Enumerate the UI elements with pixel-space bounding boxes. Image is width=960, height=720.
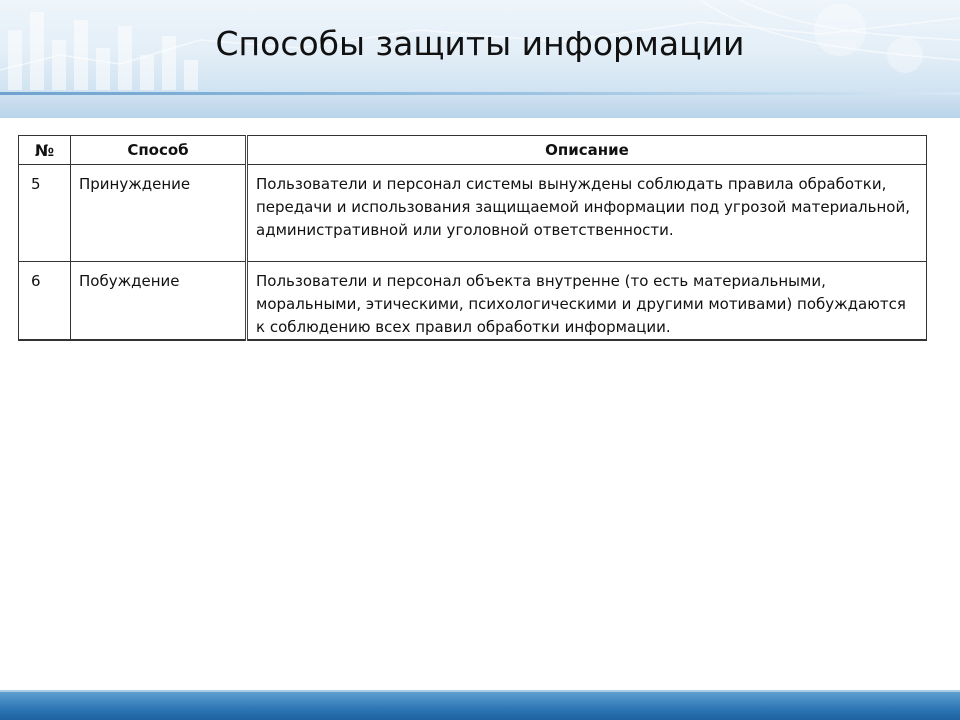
column-header-number: № [19, 136, 71, 165]
column-header-description: Описание [247, 136, 927, 165]
header-divider [0, 92, 960, 95]
row-method: Принуждение [71, 165, 247, 262]
row-method: Побуждение [71, 262, 247, 341]
table-row [19, 165, 927, 262]
table-header-row [19, 136, 927, 165]
row-number: 6 [19, 262, 71, 341]
row-description: Пользователи и персонал объекта внутренне (то есть материальными, моральными, этическими, психологическими и другими мотивами) побуждаются к соблюдению всех правил обработки информации. [247, 262, 927, 341]
row-number: 5 [19, 165, 71, 262]
methods-table [18, 135, 926, 341]
page-title: Способы защиты информации [215, 24, 745, 63]
row-description: Пользователи и персонал системы вынуждены соблюдать правила обработки, передачи и использования защищаемой информации под угрозой материальной, административной или уголовной ответственности. [247, 165, 927, 262]
table-row [19, 262, 927, 341]
column-header-method: Способ [71, 136, 247, 165]
slide-footer-band [0, 692, 960, 720]
